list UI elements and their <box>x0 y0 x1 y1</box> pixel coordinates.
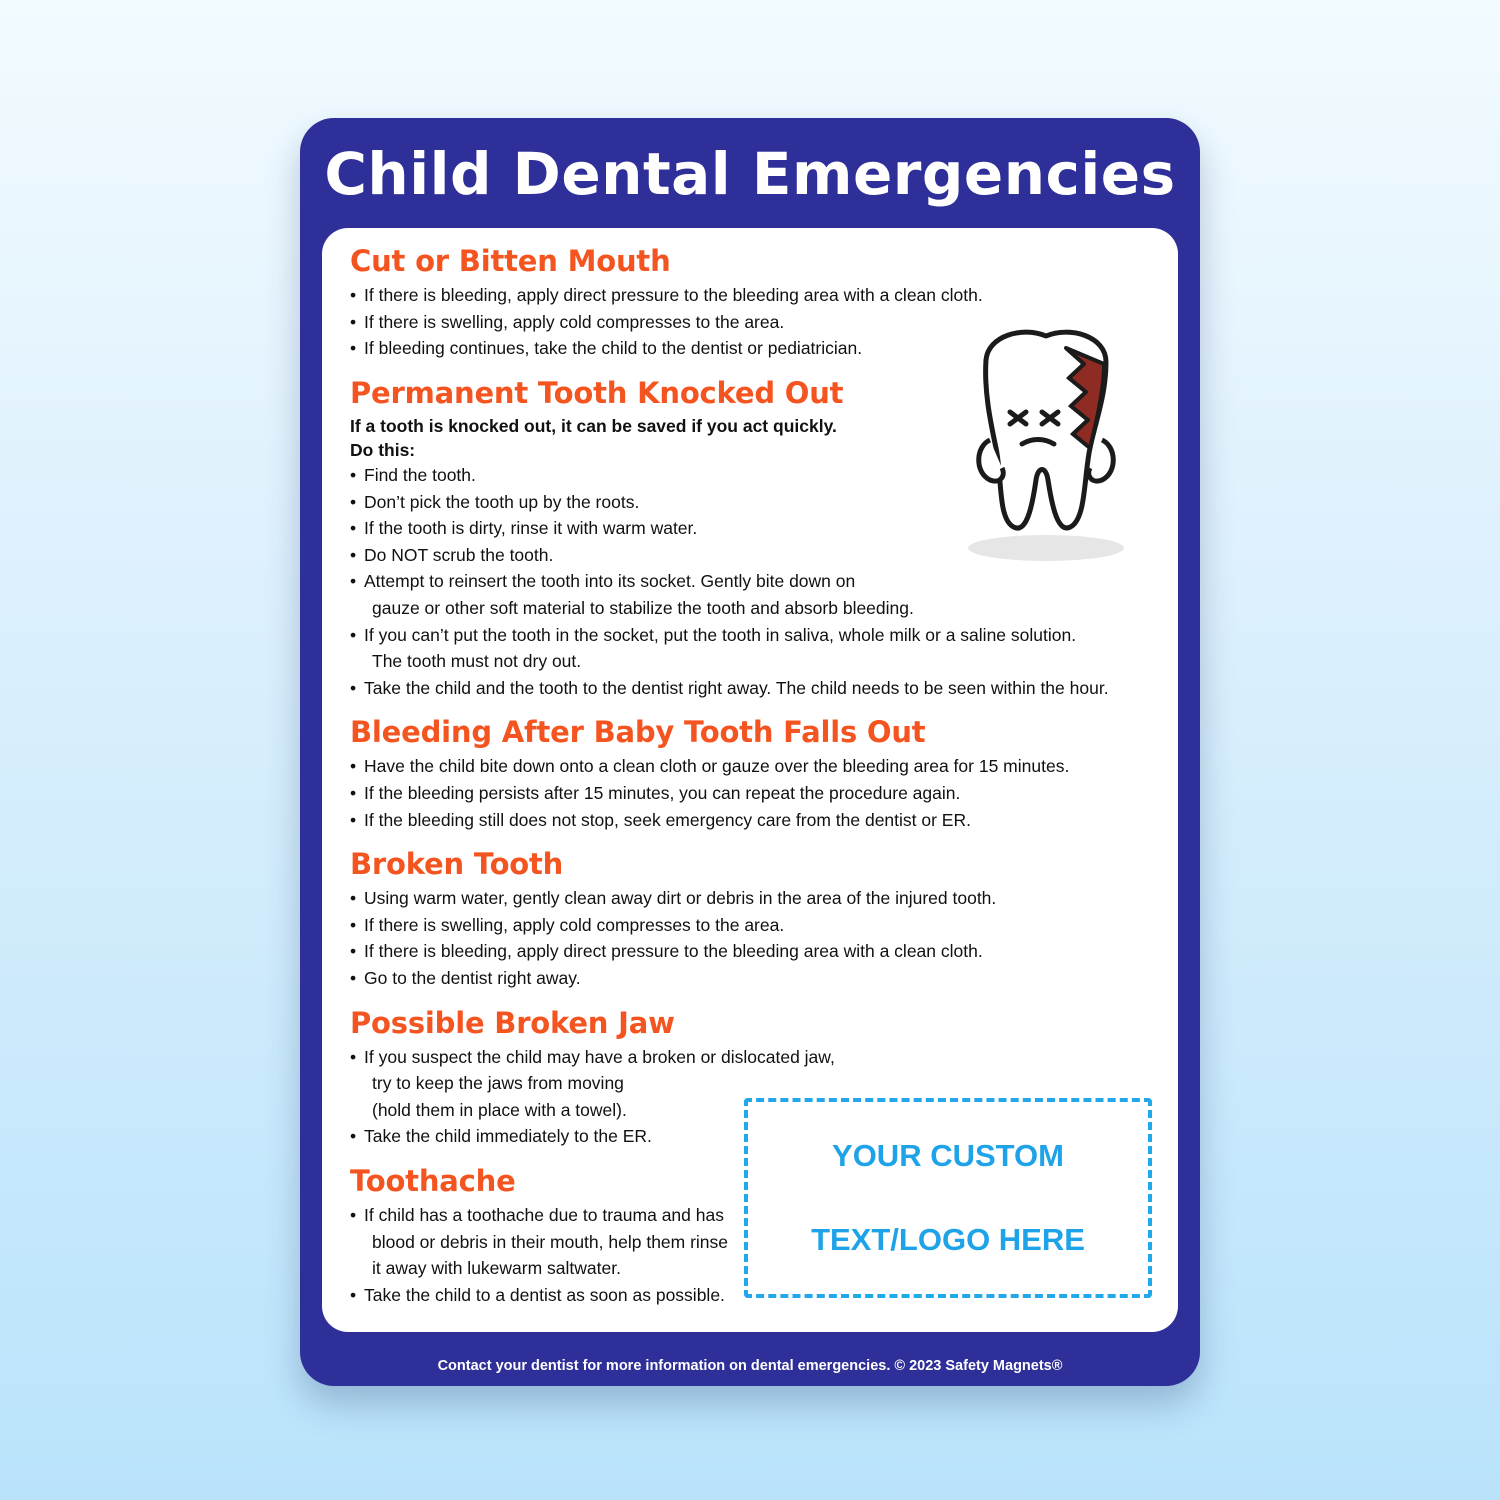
section-title: Cut or Bitten Mouth <box>350 244 671 278</box>
poster <box>300 118 1200 1386</box>
page-title: Child Dental Emergencies <box>324 140 1176 208</box>
list-item <box>350 622 1150 675</box>
list-item: • Take the child to a dentist as soon as possible. <box>350 1282 794 1309</box>
list-item-continuation: it away with lukewarm saltwater. <box>372 1258 621 1279</box>
list-item: • If there is bleeding, apply direct pressure to the bleeding area with a clean cloth. <box>350 282 1150 309</box>
footer-note: Contact your dentist for more information on dental emergencies. © 2023 Safety Magnets® <box>437 1358 1063 1374</box>
section-title: Permanent Tooth Knocked Out <box>350 375 844 410</box>
list-item: • Take the child immediately to the ER. <box>350 1123 924 1150</box>
list-item: • Take the child and the tooth to the dentist right away. The child needs to be seen within the hour. <box>350 675 1150 702</box>
list-item: • Go to the dentist right away. <box>350 965 1150 992</box>
list-item: • If the bleeding persists after 15 minutes, you can repeat the procedure again. <box>350 780 1150 807</box>
list-item <box>350 1202 794 1282</box>
list-item-continuation: (hold them in place with a towel). <box>372 1099 627 1120</box>
list-item: • If there is swelling, apply cold compresses to the area. <box>350 309 1150 336</box>
cracked-tooth-icon <box>926 320 1166 570</box>
list-item-continuation: try to keep the jaws from moving <box>372 1073 624 1094</box>
list-item: • If the tooth is dirty, rinse it with warm water. <box>350 515 1150 542</box>
custom-text-line-1: YOUR CUSTOM <box>832 1138 1064 1174</box>
list-item <box>350 568 1150 621</box>
custom-text-line-2: TEXT/LOGO HERE <box>811 1221 1085 1257</box>
list-item-continuation: gauze or other soft material to stabilize the tooth and absorb bleeding. <box>372 598 914 619</box>
section-title: Possible Broken Jaw <box>350 1005 675 1040</box>
section-list <box>350 753 1150 833</box>
list-item: • Have the child bite down onto a clean cloth or gauze over the bleeding area for 15 minutes. <box>350 753 1150 780</box>
list-item: • If there is swelling, apply cold compresses to the area. <box>350 912 1150 939</box>
list-item-continuation: The tooth must not dry out. <box>372 651 582 672</box>
section-lead-line-1: If a tooth is knocked out, it can be saved if you act quickly. <box>350 415 837 436</box>
section-title: Broken Tooth <box>350 847 564 882</box>
list-item: • If there is bleeding, apply direct pressure to the bleeding area with a clean cloth. <box>350 938 1150 965</box>
list-item: • If the bleeding still does not stop, seek emergency care from the dentist or ER. <box>350 807 1150 834</box>
list-item: • Don’t pick the tooth up by the roots. <box>350 489 1150 516</box>
list-item-text: If child has a toothache due to trauma and has <box>364 1204 724 1225</box>
list-item: • Do NOT scrub the tooth. <box>350 542 1150 569</box>
section-title: Toothache <box>350 1163 516 1198</box>
section-broken-tooth <box>350 847 1150 991</box>
list-item-text: If you suspect the child may have a broken or dislocated jaw, <box>364 1046 835 1067</box>
list-item-text: If you can’t put the tooth in the socket, put the tooth in saliva, whole milk or a saline solution. <box>364 624 1077 645</box>
section-list <box>350 885 1150 991</box>
section-bleeding-after-baby-tooth-falls-out <box>350 715 1150 833</box>
list-item-continuation: blood or debris in their mouth, help them rinse <box>372 1231 729 1252</box>
content-card <box>322 228 1178 1332</box>
list-item: • If bleeding continues, take the child to the dentist or pediatrician. <box>350 335 1150 362</box>
list-item: • Using warm water, gently clean away dirt or debris in the area of the injured tooth. <box>350 885 1150 912</box>
list-item-text: Attempt to reinsert the tooth into its socket. Gently bite down on <box>364 571 856 592</box>
custom-logo-placeholder[interactable] <box>744 1098 1152 1298</box>
section-title: Bleeding After Baby Tooth Falls Out <box>350 715 926 750</box>
list-item: • Find the tooth. <box>350 462 1150 489</box>
section-lead-line-2: Do this: <box>350 439 416 460</box>
